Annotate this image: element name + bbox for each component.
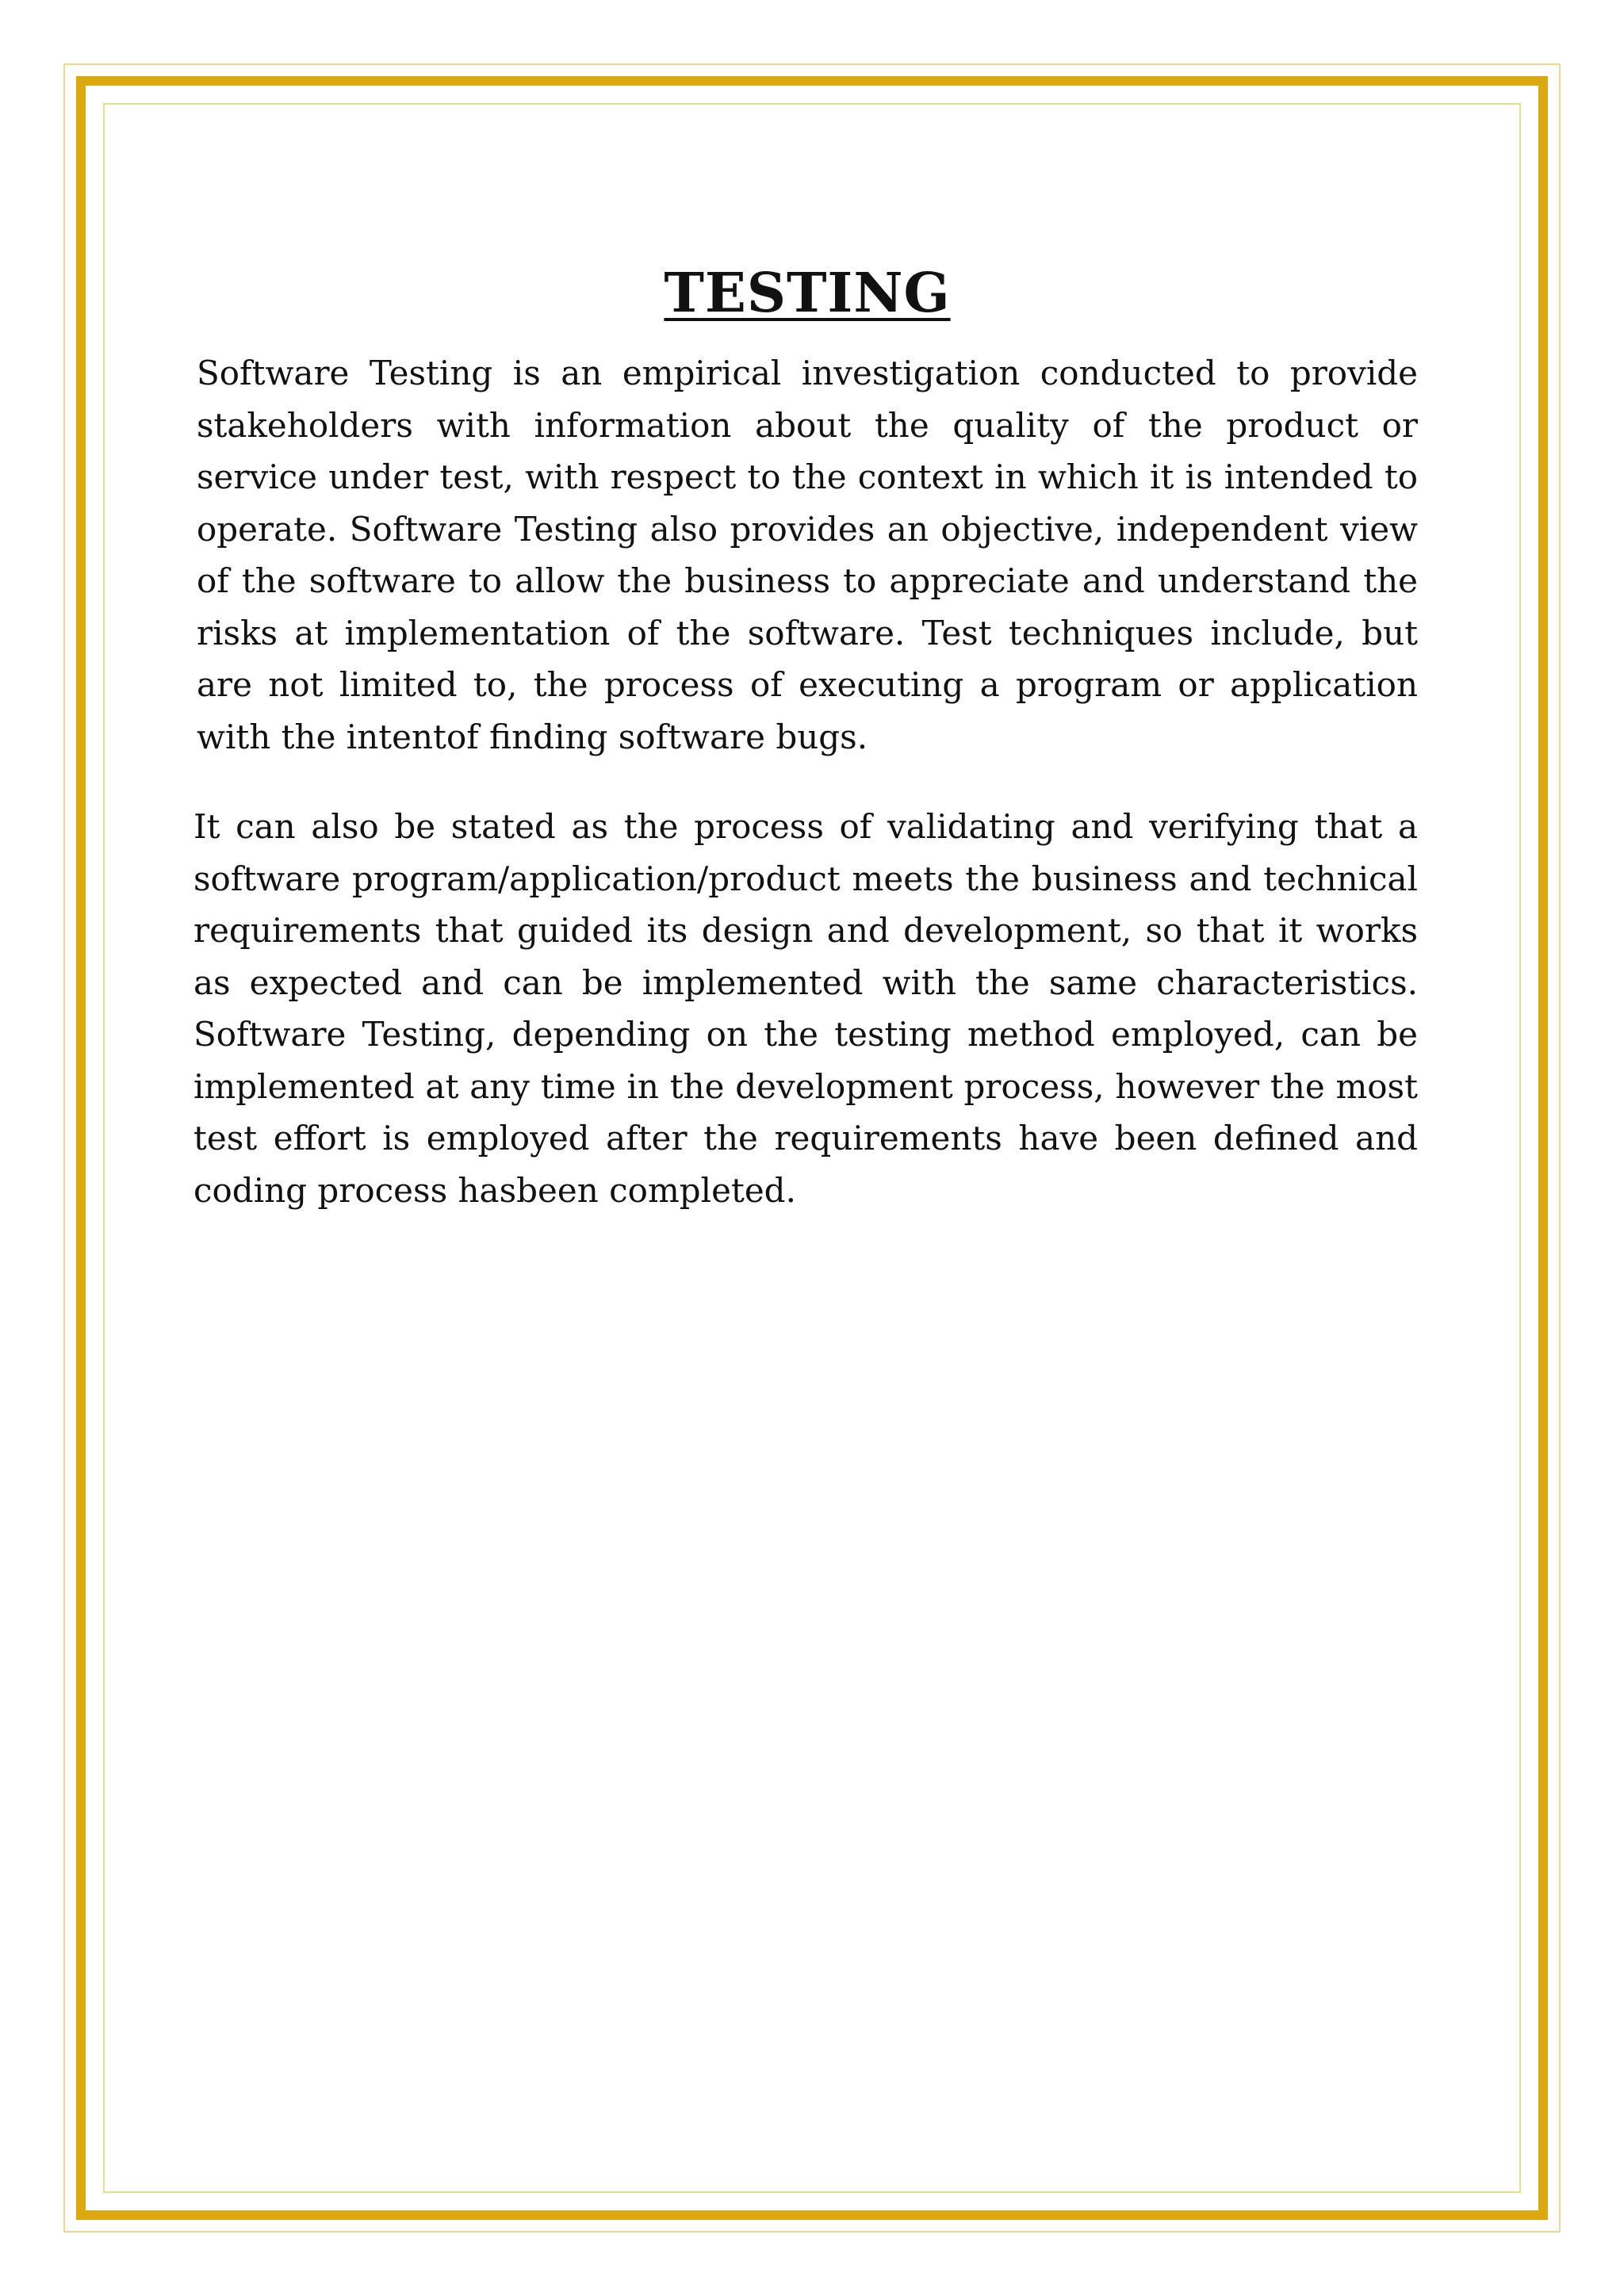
page-title: TESTING xyxy=(664,262,951,325)
page-content xyxy=(193,262,1418,1216)
paragraph-2: It can also be stated as the process of validating and verifying that a software program/application/product meets the business and technical requirements that guided its design and development, so that it works as expected and can be implemented with the same characteristics. Software Testing, depending on the testing method employed, can be implemented at any time in the development process, however the most test effort is employed after the requirements have been defined and coding process hasbeen completed. xyxy=(193,807,1418,1210)
paragraph-1: Software Testing is an empirical investigation conducted to provide stakeholders with information about the quality of the product or service under test, with respect to the context in which it is intended to operate. Software Testing also provides an objective, independent view of the software to allow the business to appreciate and understand the risks at implementation of the software. Test techniques include, but are not limited to, the process of executing a program or application with the intentof finding software bugs. xyxy=(197,354,1418,756)
